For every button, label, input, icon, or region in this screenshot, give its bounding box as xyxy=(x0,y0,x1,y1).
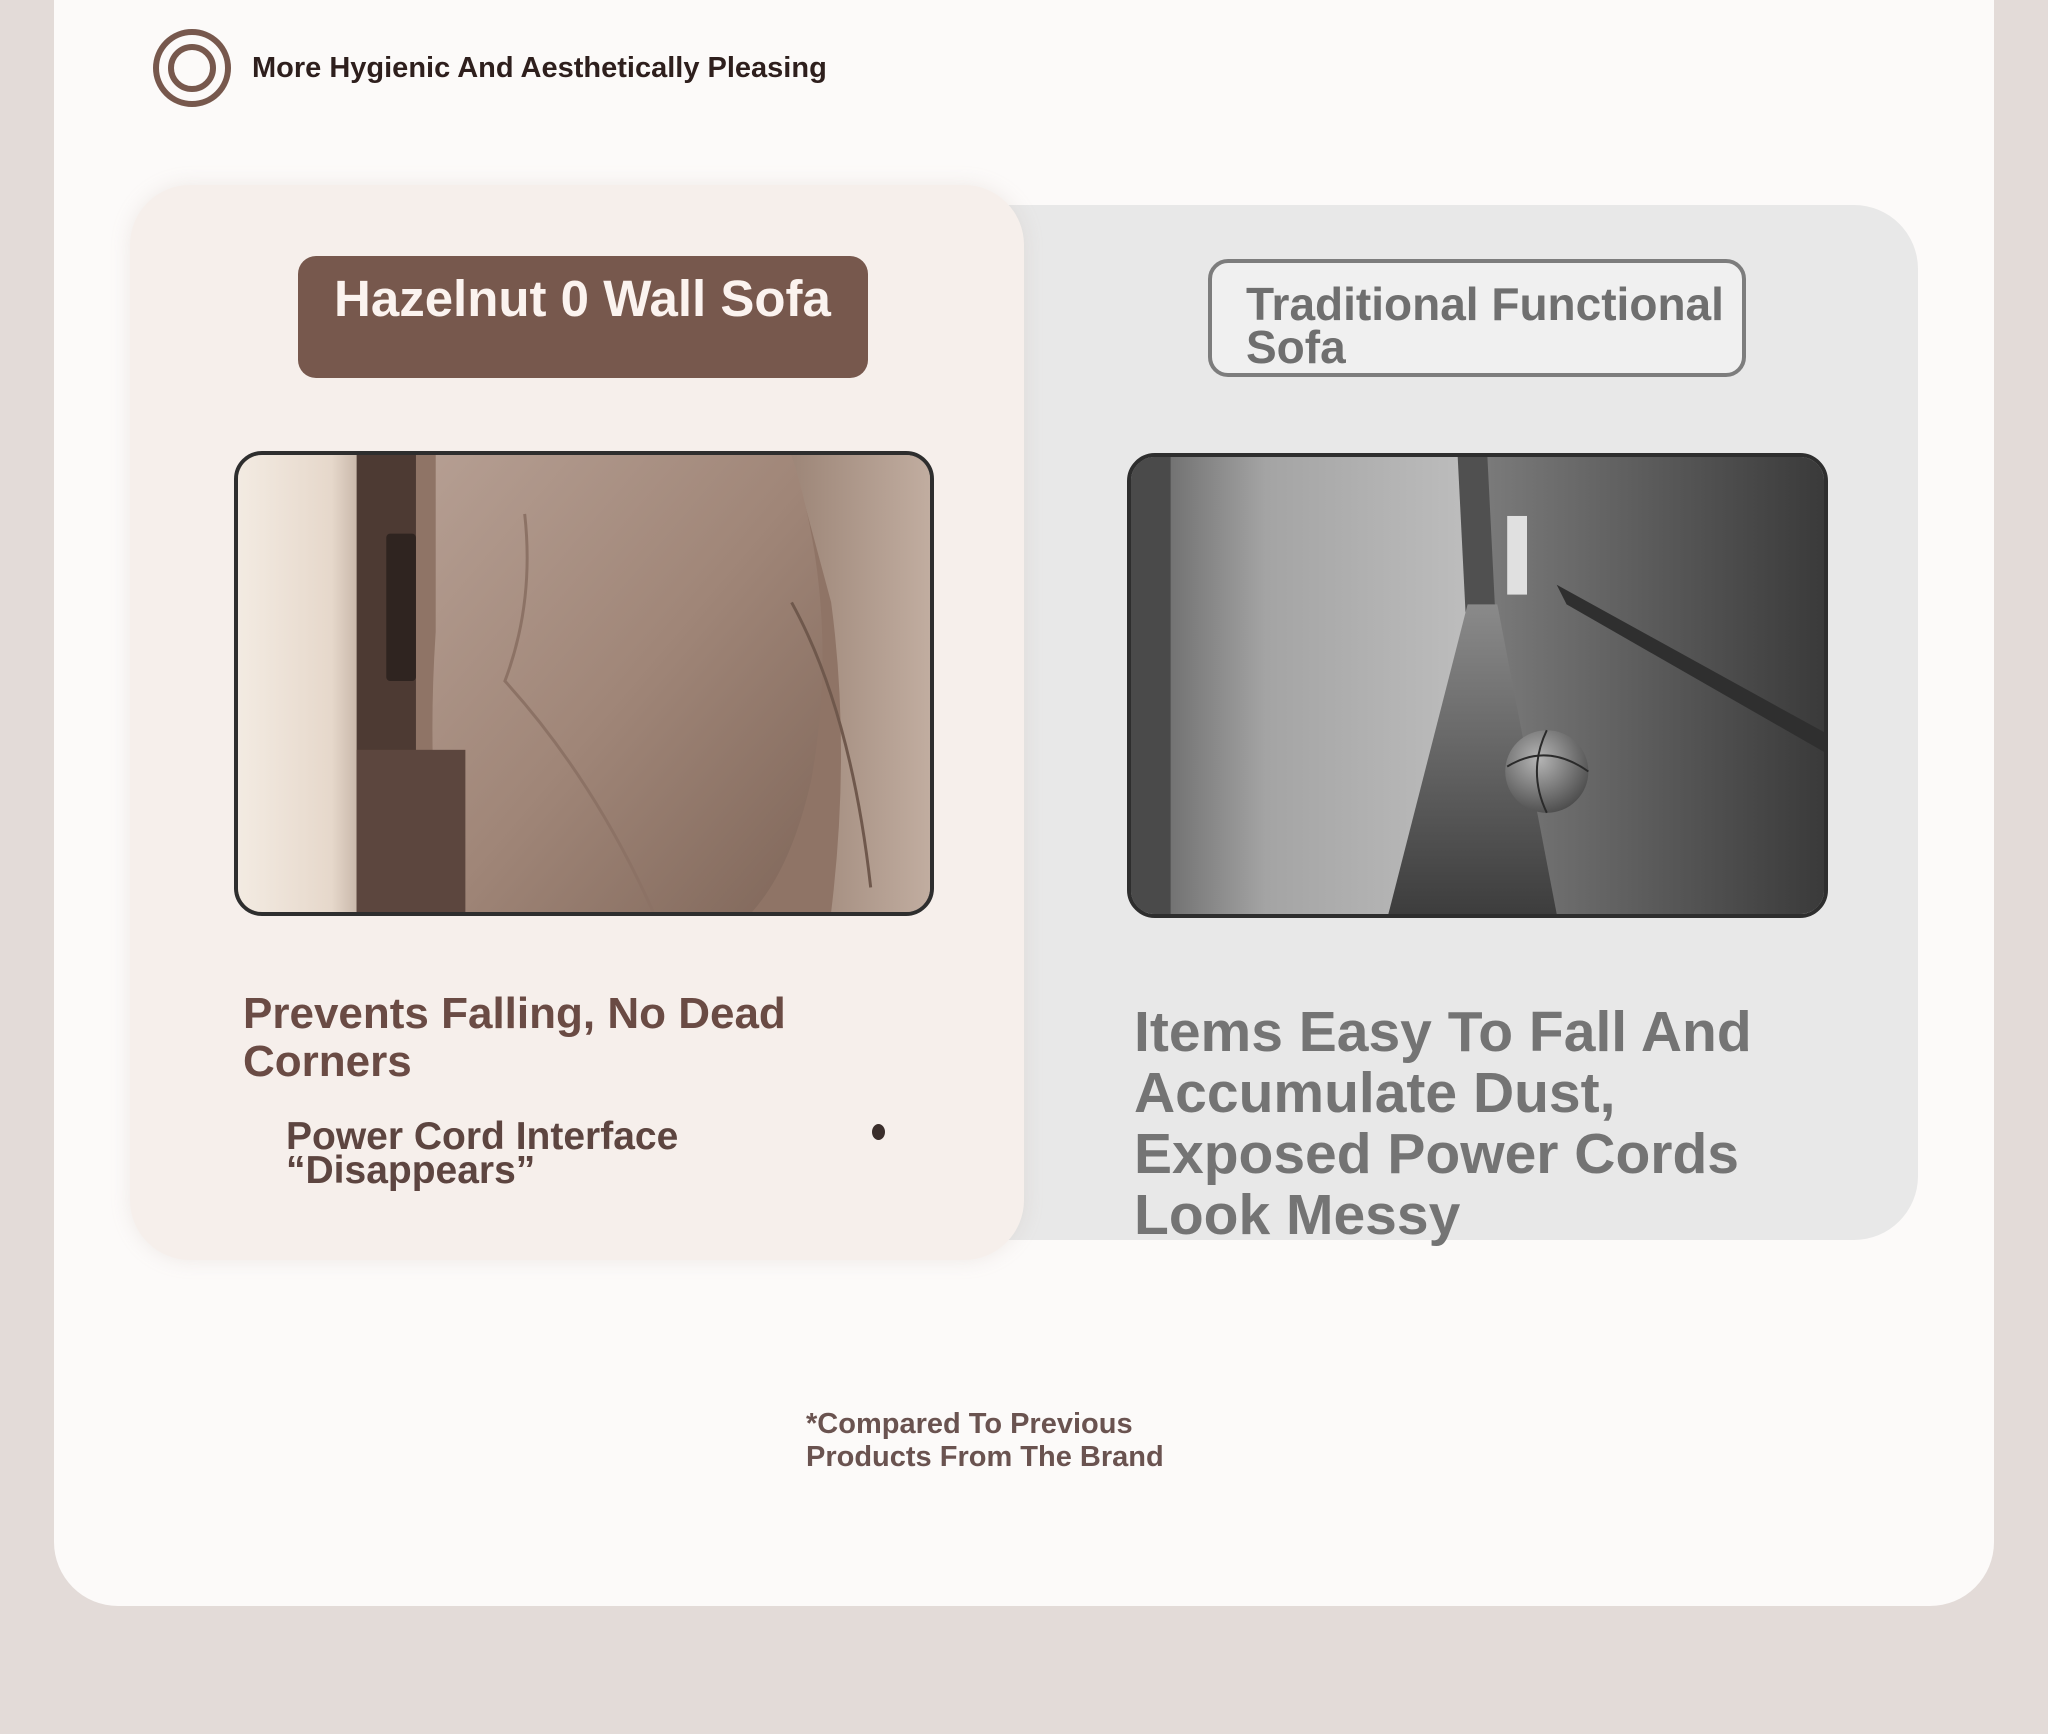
traditional-drawback-heading: Items Easy To Fall And Accumulate Dust, Exposed Power Cords Look Messy xyxy=(1134,1000,1752,1247)
hazelnut-sofa-photo xyxy=(234,451,934,916)
traditional-sofa-badge-label: Traditional Functional Sofa xyxy=(1246,278,1724,373)
ring-icon xyxy=(152,28,232,108)
page-title: More Hygienic And Aesthetically Pleasing xyxy=(252,51,827,84)
hazelnut-sofa-badge-label: Hazelnut 0 Wall Sofa xyxy=(334,270,831,327)
section-header xyxy=(152,28,827,108)
hazelnut-benefit-subheading: Power Cord Interface “Disappears” xyxy=(286,1115,679,1192)
hazelnut-sofa-badge xyxy=(298,256,868,378)
hazelnut-benefit-heading: Prevents Falling, No Dead Corners xyxy=(243,989,786,1086)
traditional-sofa-badge xyxy=(1208,259,1746,377)
comparison-footnote: *Compared To Previous Products From The Brand xyxy=(806,1408,1164,1473)
traditional-sofa-photo xyxy=(1127,453,1828,918)
decorative-dot xyxy=(872,1124,885,1140)
